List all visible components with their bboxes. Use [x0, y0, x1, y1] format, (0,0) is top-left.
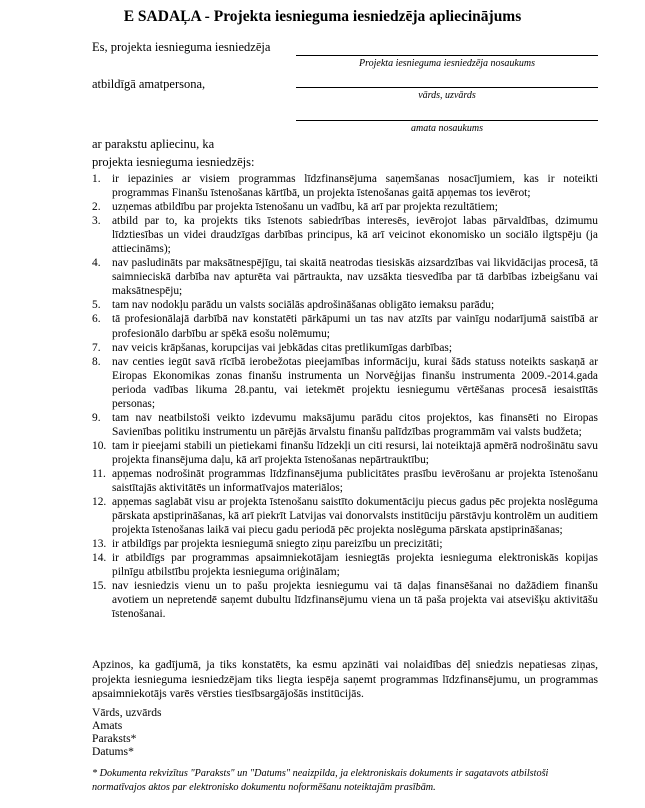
item-number: 14.: [92, 552, 107, 565]
item-text: nav veicis krāpšanas, korupcijas vai jebkādas citas pretlikumīgas darbības;: [112, 341, 453, 354]
closing-statement: Apzinos, ka gadījumā, ja tiks konstatēts, ka esmu apzināti vai nolaidības dēļ sniedzis nepatiesas ziņas, projekta iesnieguma iesniedzējam tiks liegta iespēja saņemt programmas līdzfinansējumu, un programmas apsaimniekotājs varēs vērsties tiesībsargājošās institūcijās.: [92, 658, 598, 700]
footnote: * Dokumenta rekvizītus "Paraksts" un "Datums" neaizpilda, ja elektroniskais dokuments ir sagatavots atbilstoši normatīvajos aktos par elektronisko dokumentu noformēšanu noteiktajām prasībām.: [92, 768, 549, 793]
name-caption: vārds, uzvārds: [418, 90, 476, 101]
item-text: apņemas nodrošināt programmas līdzfinansējuma publicitātes prasību ievērošanu ar projekta īstenošanu saistītajās aktivitātēs un informatīvajos materiālos;: [112, 467, 598, 495]
section-title: E SADAĻA - Projekta iesnieguma iesniedzēja apliecinājums: [123, 8, 522, 25]
intro-label: Es, projekta iesnieguma iesniedzēja: [92, 40, 271, 54]
list-item: [92, 200, 598, 214]
position-line: [296, 120, 598, 121]
list-item: [92, 172, 598, 200]
certify-text: ar parakstu apliecinu, ka: [92, 137, 215, 151]
item-number: 10.: [92, 439, 107, 452]
signature-sign-label: Paraksts*: [92, 732, 137, 745]
list-item: [92, 467, 598, 495]
item-number: 2.: [92, 201, 101, 214]
item-text: nav pasludināts par maksātnespējīgu, tai skaitā neatrodas tiesiskās aizsardzības vai likvidācijas procesā, tā saimnieciskā darbība nav apturēta vai pārtraukta, nav uzsākta tiesvedība par tā darbības izbeigšanu vai maksātnespēju;: [112, 257, 598, 298]
list-item: [92, 298, 598, 312]
list-item: [92, 355, 598, 411]
item-number: 12.: [92, 496, 107, 509]
item-text: tam ir pieejami stabili un pietiekami finanšu līdzekļi un citi resursi, lai noteiktajā apmērā nodrošinātu savu projekta finansējuma daļu, kā arī projekta īstenošanas nepārtrauktību;: [112, 439, 598, 466]
item-text: ir atbildīgs par projekta iesniegumā sniegto ziņu pareizību un precizitāti;: [112, 538, 443, 551]
signature-name-label: Vārds, uzvārds: [92, 706, 162, 719]
official-label: atbildīgā amatpersona,: [92, 77, 206, 91]
item-text: ir atbildīgs par programmas apsaimniekotājam iesniegtās projekta iesnieguma elektroniskās kopijas pilnīgu atbilstību projekta iesnieguma oriģinālam;: [112, 552, 598, 579]
applicant-text: projekta iesnieguma iesniedzējs:: [92, 155, 255, 169]
item-text: tā profesionālajā darbībā nav konstatēti pārkāpumi un tas nav atzīts par vainīgu nodarījumā saistībā ar profesionālo darbību ar spēkā esošu nolēmumu;: [112, 313, 598, 340]
item-text: apņemas saglabāt visu ar projekta īstenošanu saistīto dokumentāciju piecus gadus pēc projekta noslēguma pārskata apstiprināšanas, kā arī piekrīt Latvijas vai donorvalsts institūciju pārstāvju kontrolēm un auditiem projekta īstenošanas laikā vai piecu gadu periodā pēc projekta noslēguma pārskata apstiprināšanas;: [112, 496, 598, 537]
item-text: nav centies iegūt savā rīcībā ierobežotas pieejamības informāciju, kurai šāds statuss noteikts saskaņā ar Eiropas Ekonomikas zonas finanšu instrumenta un Norvēģijas finanšu instrumenta 2009.-2014.gada perioda vadības likuma 28.pantu, vai ietekmēt projektu iesniegumu vērtēšanas procesā iesaistītās personas;: [112, 355, 598, 410]
list-item: [92, 312, 598, 340]
item-text: ir iepazinies ar visiem programmas līdzfinansējuma saņemšanas nosacījumiem, kas ir noteikti programmas Finanšu īstenošanas kārtībā, un projekta īstenošanas gaitā apņemas tos ievērot;: [112, 173, 598, 200]
signature-position-label: Amats: [92, 719, 123, 732]
item-number: 13.: [92, 538, 107, 551]
item-number: 7.: [92, 341, 101, 354]
list-item: [92, 256, 598, 298]
item-number: 11.: [92, 467, 106, 480]
list-item: [92, 537, 598, 551]
list-item: [92, 439, 598, 467]
item-number: 3.: [92, 215, 101, 228]
item-text: tam nav neatbilstoši veikto izdevumu maksājumu parādu citos projektos, kas finansēti no Eiropas Savienības politiku instrumentu un pārējās ārvalstu finanšu palīdzības programmām vai valsts budžeta;: [112, 411, 598, 438]
list-item: [92, 214, 598, 256]
list-item: [92, 495, 598, 537]
item-number: 5.: [92, 299, 101, 312]
item-number: 15.: [92, 580, 107, 593]
list-item: [92, 551, 598, 579]
item-number: 6.: [92, 313, 101, 326]
obligations-list: [92, 172, 598, 622]
signature-date-label: Datums*: [92, 745, 134, 758]
item-number: 9.: [92, 411, 101, 424]
position-caption: amata nosaukums: [411, 123, 483, 134]
name-line: [296, 87, 598, 88]
item-text: nav iesniedzis vienu un to pašu projekta iesniegumu vai tā daļas finansēšanai no dažādiem finanšu avotiem un nepretendē saņemt dubultu līdzfinansējumu viena un tā paša projekta vai atsevišķu aktivitāšu īstenošanai.: [112, 580, 598, 621]
item-number: 1.: [92, 173, 101, 185]
item-number: 8.: [92, 355, 101, 368]
org-name-caption: Projekta iesnieguma iesniedzēja nosaukums: [359, 58, 535, 69]
org-name-line: [296, 55, 598, 56]
item-text: uzņemas atbildību par projekta īstenošanu un vadību, kā arī par projekta rezultātiem;: [112, 201, 498, 214]
item-text: atbild par to, ka projekts tiks īstenots sabiedrības interesēs, ievērojot labas pārvaldības, dzimumu līdztiesības un videi draudzīgas darbības principus, kā arī veicinot ekonomisko un sociālo ilgtspēju (ja attiecināms);: [112, 215, 598, 256]
list-item: [92, 411, 598, 439]
list-item: [92, 341, 598, 355]
list-item: [92, 579, 598, 621]
item-text: tam nav nodokļu parādu un valsts sociālās apdrošināšanas obligāto iemaksu parādu;: [112, 299, 495, 312]
item-number: 4.: [92, 257, 101, 270]
